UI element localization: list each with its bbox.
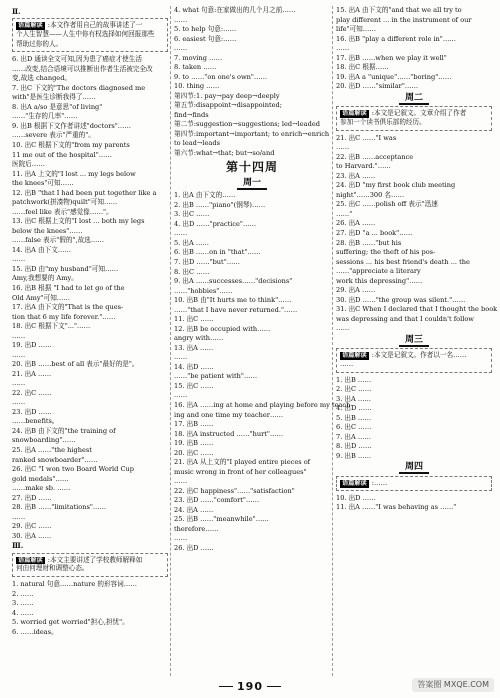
- answer-line: life"可知……: [336, 25, 376, 34]
- summary-text: :本文主要讲述了学校教师解释如: [47, 555, 143, 564]
- section-marker: Ⅱ.: [12, 7, 21, 16]
- answer-line: 5. worried get worried"担心,担忧"。: [12, 618, 129, 627]
- answer-line: 23. 出D ……"comfort"……: [174, 496, 260, 505]
- answer-line: 6. ……ideas。: [12, 627, 58, 636]
- answer-line: ……: [12, 379, 26, 388]
- watermark-logo: 答案圈 MXQE.COM: [412, 678, 494, 692]
- summary-tag: 语篇解读: [342, 110, 367, 118]
- answer-line: 28. 出B ……"limitations"……: [12, 503, 107, 512]
- answer-line: work this depressing"……: [336, 276, 423, 285]
- answer-line: ……改变,结合语境可以推断出作者生活被完全改: [12, 64, 153, 73]
- page-number: 190: [237, 679, 263, 693]
- summary-tag: 语篇解读: [18, 22, 43, 30]
- column-divider: [332, 6, 333, 676]
- answer-line: 8. 出D ……: [336, 442, 372, 451]
- answer-list: [12, 580, 168, 636]
- answer-line: 23. 出D ……: [12, 407, 52, 416]
- answer-line: 11. 出A 上文的"I lost ... my legs below: [12, 169, 136, 178]
- answer-line: 16. 出B "play a different role in"……: [336, 34, 457, 43]
- answer-line: 17. 出B ……when we play it well": [336, 53, 447, 62]
- answer-list: [174, 191, 353, 552]
- answer-line: suffering; the theft of his pos-: [336, 248, 436, 257]
- answer-line: 10. thing ……: [174, 82, 220, 91]
- answer-list: [12, 55, 168, 540]
- day-heading: 周一: [237, 178, 267, 190]
- answer-line: ……"be patient with"……: [174, 372, 258, 381]
- answer-line: angry with……: [174, 334, 224, 343]
- day-heading: 周四: [399, 462, 429, 474]
- summary-text: :本文作者用自己的故事讲述了一: [47, 21, 143, 30]
- answer-line: 7. moving ……: [174, 53, 223, 62]
- answer-line: ……feel like 表示"感觉像……"。: [12, 207, 113, 216]
- column-divider: [170, 6, 171, 676]
- answer-line: ……make sb. ……: [12, 484, 71, 493]
- answer-line: 13. 出C 根据上文的"I lost ... both my legs: [12, 217, 145, 226]
- answer-line: 19. 出D ……: [12, 341, 52, 350]
- answer-line: 10. 出C 根据下文的"from my parents: [12, 141, 130, 149]
- column-3: [336, 6, 498, 676]
- answer-line: 26. 出A ……: [336, 219, 376, 228]
- answer-line: Amy,我想要的 Amy。: [12, 274, 78, 283]
- summary-text: :本文是记叙文。作者以一名……: [371, 351, 467, 360]
- answer-line: 6. easiest 句意:……: [174, 34, 237, 43]
- answer-line: 3. ……: [12, 599, 34, 608]
- answer-line: 24. 出A ……: [174, 505, 214, 514]
- answer-line: ……severe 表示"严重的"。: [12, 131, 95, 140]
- passage-summary-box: [336, 476, 492, 491]
- answer-line: find→finds: [174, 110, 209, 119]
- answer-line: 8. taken ……: [174, 63, 217, 72]
- answer-line: patchwork(拼凑物)quilt"可知……: [12, 198, 118, 207]
- answer-line: 24. 出D "my first book club meeting: [336, 181, 456, 190]
- answer-line: play different ... in the instrument of our: [336, 15, 472, 24]
- answer-line: ……: [174, 534, 188, 543]
- column-1: [12, 6, 168, 676]
- answer-line: 22. 出B ……acceptance: [336, 152, 414, 161]
- answer-line: 5. to help 句意:……: [174, 25, 237, 34]
- answer-line: 21. 出C ……"I was: [336, 133, 397, 142]
- answer-line: 1. natural 句意……nature 的形容词……: [12, 580, 137, 588]
- answer-line: to Harvard."……: [336, 162, 391, 171]
- answer-line: 30. 出A ……: [12, 531, 52, 540]
- answer-line: 14. 出A 由下文……: [12, 245, 72, 254]
- answer-line: 17. 出B ……: [174, 420, 214, 429]
- answer-line: 9. to ……"on one's own"……: [174, 72, 268, 81]
- answer-line: 1. 出A 由下文的……: [174, 191, 236, 200]
- answer-line: 第六节:what→that; but→so/and: [174, 148, 275, 157]
- answer-line: 25. 出A ……"the highest: [12, 446, 92, 454]
- answer-line: 27. 出D "a ... book"……: [336, 228, 413, 237]
- answer-line: 4. what 句意:在家做出的几个月之前……: [174, 6, 296, 14]
- passage-summary-box: [12, 553, 168, 577]
- answer-line: below the knees"……: [12, 226, 83, 235]
- answer-line: 27. 出D ……: [12, 493, 52, 502]
- answer-line: gold medals"……: [12, 474, 69, 483]
- answer-line: 10. 出B 由"It hurts me to think"……: [174, 296, 292, 305]
- answer-line: 5. 出A ……: [174, 238, 210, 247]
- answer-line: ……": [336, 209, 353, 218]
- answer-line: 第二节:suggestion→suggestions; led→leaded: [174, 120, 320, 129]
- answer-line: 5. 出B ……: [336, 413, 372, 422]
- answer-line: ……: [174, 391, 188, 400]
- answer-line: 29. 出C ……: [12, 522, 52, 531]
- answer-line: 第四节:important→important; to enrich→enrich: [174, 129, 330, 138]
- answer-line: 23. 出A ……: [336, 171, 376, 180]
- answer-line: 3. 出C ……: [174, 210, 210, 219]
- answer-line: 18. 出A instructed ……"hurt"……: [174, 429, 284, 438]
- answer-line: ……: [12, 350, 26, 359]
- answer-line: to lead→leads: [174, 139, 220, 148]
- answer-line: 16. 出A ……ing at home and playing before my teach-: [174, 400, 353, 409]
- answer-line: ……: [174, 477, 188, 486]
- answer-line: 16. 出B 根据 "I had to let go of the: [12, 283, 125, 292]
- answer-line: 7. 出A ……: [336, 432, 372, 441]
- answer-line: 4. 出D ……"practice"……: [174, 219, 257, 228]
- answer-line: 26. 出C "I won two Board World Cup: [12, 465, 134, 474]
- summary-text: :本文是记叙文。文章介绍了作者: [371, 109, 467, 118]
- answer-line: 3. 出A ……: [336, 394, 372, 403]
- answer-line: 17. 出A 由下文的"That is the ques-: [12, 303, 124, 312]
- summary-text: 参加一个读书俱乐部的经历。: [340, 118, 426, 127]
- summary-tag: 语篇解读: [342, 352, 367, 360]
- answer-line: 15. 出C ……: [174, 381, 214, 390]
- answer-line: 7. 出D ……"but"……: [174, 258, 240, 266]
- answer-line: ……false 表示"假的",故选……: [12, 236, 104, 245]
- answer-line: 7. 出C 下文的"The doctors diagnosed me: [12, 83, 146, 92]
- answer-line: music wrong in front of her colleagues": [174, 467, 307, 476]
- answer-line: ……: [174, 229, 188, 238]
- answer-line: 变,故选 changed。: [12, 74, 72, 83]
- answer-line: 30. 出D ……"the group was silent."……: [336, 295, 466, 304]
- answer-line: the knees"可知……: [12, 179, 74, 188]
- answer-line: ……"hobbies"……: [174, 286, 233, 295]
- answer-line: 12. 出B "that I had been put together like a: [12, 188, 157, 197]
- answer-line: ……: [174, 15, 188, 24]
- section-marker: Ⅲ.: [12, 541, 24, 551]
- summary-tag: 语篇解读: [342, 479, 367, 487]
- answer-list: [336, 376, 492, 461]
- summary-tag: 语篇解读: [18, 556, 43, 564]
- answer-line: 11. 出A ……"I was behaving as ……": [336, 503, 457, 512]
- answer-line: snowboarding"……: [12, 436, 76, 445]
- answer-line: 2. 出B ……"piano"(钢琴)……: [174, 200, 266, 209]
- answer-line: night"……300 名……: [336, 190, 405, 199]
- answer-line: 2. ……: [12, 589, 34, 598]
- answer-line: was depressing and that I couldn't follow: [336, 314, 474, 323]
- answer-line: ……: [12, 512, 26, 521]
- answer-line: 9. 出B ……: [336, 451, 372, 460]
- answer-line: Old Amy"可知……: [12, 293, 70, 302]
- answer-line: 25. 出B ……"meanwhile"……: [174, 515, 269, 524]
- answer-line: 15. 出A 由下文的"and that we all try to: [336, 6, 462, 14]
- answer-line: ……: [336, 44, 350, 53]
- answer-line: 医院后……: [12, 160, 45, 169]
- vocab-correction-list: [174, 92, 330, 158]
- answer-line: ……: [174, 44, 188, 53]
- answer-line: 2. 出C ……: [336, 385, 372, 394]
- answer-line: ……"生存的几率"……: [12, 112, 78, 121]
- answer-line: ……: [336, 324, 350, 333]
- summary-text: 个人生智慧——人生中你有权选择如何回报那些: [16, 30, 155, 39]
- answer-line: ……benefits。: [12, 417, 59, 426]
- answer-line: 1. 出B ……: [336, 375, 372, 384]
- answer-line: 19. 出A a "unique"……"boring"……: [336, 72, 452, 81]
- answer-list: [174, 6, 330, 91]
- answer-line: 13. 出A ……: [174, 343, 214, 352]
- passage-summary-box: [336, 106, 492, 130]
- answer-line: 9. 出A ……successes……"decisions": [174, 277, 293, 286]
- day-heading: 周三: [399, 335, 429, 347]
- answer-line: 6. 出C ……: [336, 423, 372, 432]
- answer-line: 22. 出C happiness"……"satisfaction": [174, 486, 295, 495]
- answer-line: ……"appreciate a literary: [336, 267, 421, 276]
- answer-line: 第四节:1. pay→pay deep→deeply: [174, 91, 280, 100]
- answer-line: ranked snowboarder"……: [12, 455, 98, 464]
- answer-line: 25. 出C ……polish off 表示"迅速: [336, 200, 438, 209]
- answer-line: ……: [336, 143, 350, 152]
- answer-line: ……"that I have never returned."……: [174, 305, 298, 314]
- answer-list: [336, 133, 498, 333]
- answer-line: 21. 出A 从上文的"I played entire pieces of: [174, 458, 311, 467]
- answer-line: 第五节:disappoint→disappointed;: [174, 101, 282, 110]
- answer-line: 26. 出D ……: [174, 543, 214, 552]
- answer-line: 15. 出D 由"my husband"可知……: [12, 264, 119, 273]
- answer-line: 10. 出D ……: [336, 493, 376, 502]
- summary-text: :……: [371, 478, 388, 487]
- answer-line: tion that 6 my life forever."……: [12, 312, 116, 321]
- answer-line: ……: [12, 331, 26, 340]
- week-heading: 第十四周: [225, 160, 278, 175]
- summary-text: ……: [340, 360, 354, 369]
- answer-line: 6. 出B ……on in "that"……: [174, 248, 261, 257]
- answer-line: 31. 出C When I declared that I thought the book: [336, 305, 498, 314]
- answer-line: 19. 出B ……: [174, 439, 214, 448]
- answer-line: 20. 出D ……"similar"……: [336, 82, 419, 91]
- day-heading: 周二: [399, 93, 429, 105]
- answer-line: 22. 出C ……: [12, 388, 52, 397]
- answer-line: ……: [174, 353, 188, 362]
- answer-line: 9. 出B 根据下文作者讲述"doctors"……: [12, 121, 131, 130]
- answer-line: 20. 出C ……: [174, 448, 214, 457]
- answer-line: 4. ……: [12, 608, 34, 617]
- answer-line: 18. 出C 根据……: [336, 63, 389, 72]
- answer-line: ……: [12, 255, 26, 264]
- answer-line: sessions ... his best friend's death ... the: [336, 257, 470, 266]
- answer-line: ……: [12, 398, 26, 407]
- answer-line: 11. 出C ……: [174, 315, 214, 324]
- answer-line: 20. 出B ……best of all 表示"最好的是"。: [12, 360, 139, 369]
- answer-line: 24. 出B 由下文的"the training of: [12, 426, 116, 435]
- answer-line: 11 me out of the hospital"……: [12, 150, 112, 159]
- answer-list: [336, 6, 492, 91]
- column-2: [174, 6, 353, 676]
- answer-line: 8. 出A a/so 是意思"of living": [12, 102, 103, 111]
- summary-text: 何由何理财和调整心态。: [16, 564, 89, 573]
- answer-line: 8. 出C ……: [174, 267, 210, 276]
- answer-line: 18. 出C 根据下文"..."……: [12, 322, 91, 331]
- answer-line: 6. 出D 通读全文可知,因为患了癌症才使生活: [12, 55, 142, 64]
- passage-summary-box: [12, 18, 168, 52]
- answer-line: 4. 出D ……: [336, 404, 372, 413]
- answer-line: therefore……: [174, 524, 219, 533]
- answer-line: with"是医生诊断我得了……: [12, 93, 96, 102]
- answer-line: 14. 出D ……: [174, 362, 214, 371]
- answer-list: [336, 494, 492, 512]
- answer-line: 12. 出B be occupied with……: [174, 324, 271, 333]
- summary-text: 帮助过你的人。: [16, 39, 63, 48]
- answer-line: 29. 出A ……: [336, 286, 376, 295]
- answer-line: 21. 出A ……: [12, 369, 52, 378]
- answer-line: ing and one time my teacher……: [174, 410, 284, 419]
- answer-line: 28. 出B ……"but his: [336, 238, 402, 247]
- passage-summary-box: [336, 348, 492, 372]
